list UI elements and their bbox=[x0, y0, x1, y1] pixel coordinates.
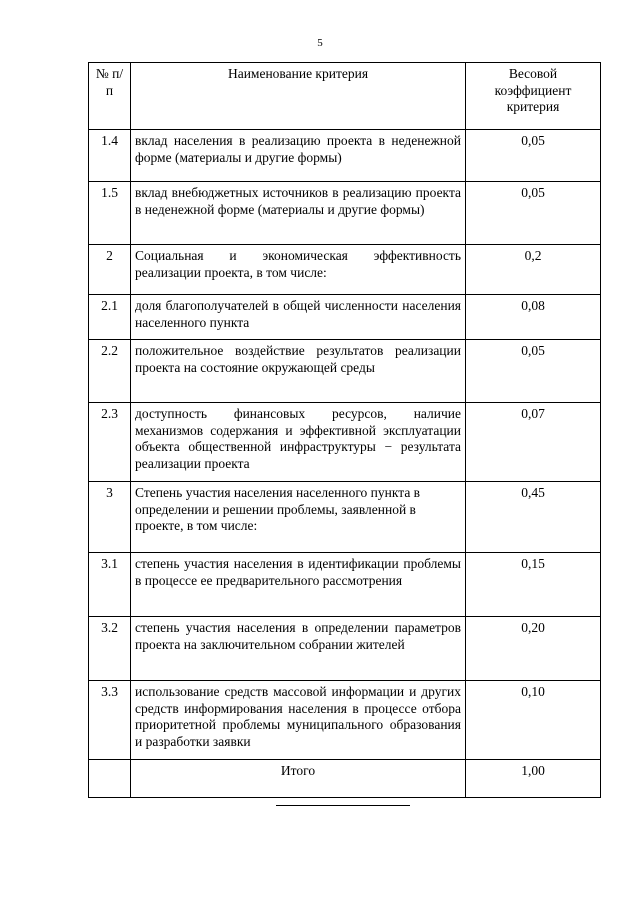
row-number: 1.5 bbox=[89, 182, 131, 245]
row-criterion: вклад населения в реализацию проекта в неденежной форме (материалы и другие формы) bbox=[131, 130, 466, 182]
header-criterion-name: Наименование критерия bbox=[131, 63, 466, 130]
row-weight: 0,05 bbox=[466, 340, 601, 403]
row-number: 3.3 bbox=[89, 681, 131, 760]
row-weight: 0,20 bbox=[466, 617, 601, 681]
row-weight: 0,07 bbox=[466, 403, 601, 482]
table-row bbox=[89, 340, 601, 403]
table-row bbox=[89, 617, 601, 681]
row-weight: 0,08 bbox=[466, 295, 601, 340]
header-weight: Весовой коэффициент критерия bbox=[466, 63, 601, 130]
table-header-row bbox=[89, 63, 601, 130]
row-criterion: вклад внебюджетных источников в реализацию проекта в неденежной форме (материалы и другие формы) bbox=[131, 182, 466, 245]
row-criterion: Степень участия населения населенного пункта в определении и решении проблемы, заявленной в проекте, в том числе: bbox=[131, 482, 466, 553]
header-number bbox=[89, 63, 131, 130]
table-row bbox=[89, 130, 601, 182]
row-weight: 0,10 bbox=[466, 681, 601, 760]
row-criterion: доступность финансовых ресурсов, наличие механизмов содержания и эффективной эксплуатации объекта общественной инфраструктуры − результата реализации проекта bbox=[131, 403, 466, 482]
row-weight: 0,05 bbox=[466, 130, 601, 182]
table-row bbox=[89, 403, 601, 482]
row-criterion: степень участия населения в идентификации проблемы в процессе ее предварительного рассмотрения bbox=[131, 553, 466, 617]
table-row bbox=[89, 553, 601, 617]
table-row bbox=[89, 295, 601, 340]
row-weight: 0,15 bbox=[466, 553, 601, 617]
row-number: 3 bbox=[89, 482, 131, 553]
row-weight: 0,45 bbox=[466, 482, 601, 553]
table-row bbox=[89, 182, 601, 245]
table-row bbox=[89, 482, 601, 553]
total-row bbox=[89, 760, 601, 798]
row-criterion: доля благополучателей в общей численности населения населенного пункта bbox=[131, 295, 466, 340]
row-criterion: использование средств массовой информации и других средств информирования населения в процессе отбора приоритетной проблемы муниципального образования и разработки заявки bbox=[131, 681, 466, 760]
row-criterion: степень участия населения в определении параметров проекта на заключительном собрании жителей bbox=[131, 617, 466, 681]
row-number: 3.2 bbox=[89, 617, 131, 681]
row-weight: 0,2 bbox=[466, 245, 601, 295]
total-label: Итого bbox=[131, 760, 466, 798]
total-number-cell bbox=[89, 760, 131, 798]
criteria-table bbox=[88, 62, 601, 798]
row-number: 2.1 bbox=[89, 295, 131, 340]
page-number: 5 bbox=[317, 37, 323, 49]
table-row bbox=[89, 681, 601, 760]
header-number-label: № п/п bbox=[95, 66, 124, 98]
row-number: 1.4 bbox=[89, 130, 131, 182]
row-number: 2.3 bbox=[89, 403, 131, 482]
total-weight: 1,00 bbox=[466, 760, 601, 798]
row-weight: 0,05 bbox=[466, 182, 601, 245]
row-number: 2 bbox=[89, 245, 131, 295]
row-criterion: Социальная и экономическая эффективность реализации проекта, в том числе: bbox=[131, 245, 466, 295]
row-number: 3.1 bbox=[89, 553, 131, 617]
closing-rule bbox=[276, 805, 410, 806]
row-criterion: положительное воздействие результатов реализации проекта на состояние окружающей среды bbox=[131, 340, 466, 403]
table-row bbox=[89, 245, 601, 295]
row-number: 2.2 bbox=[89, 340, 131, 403]
